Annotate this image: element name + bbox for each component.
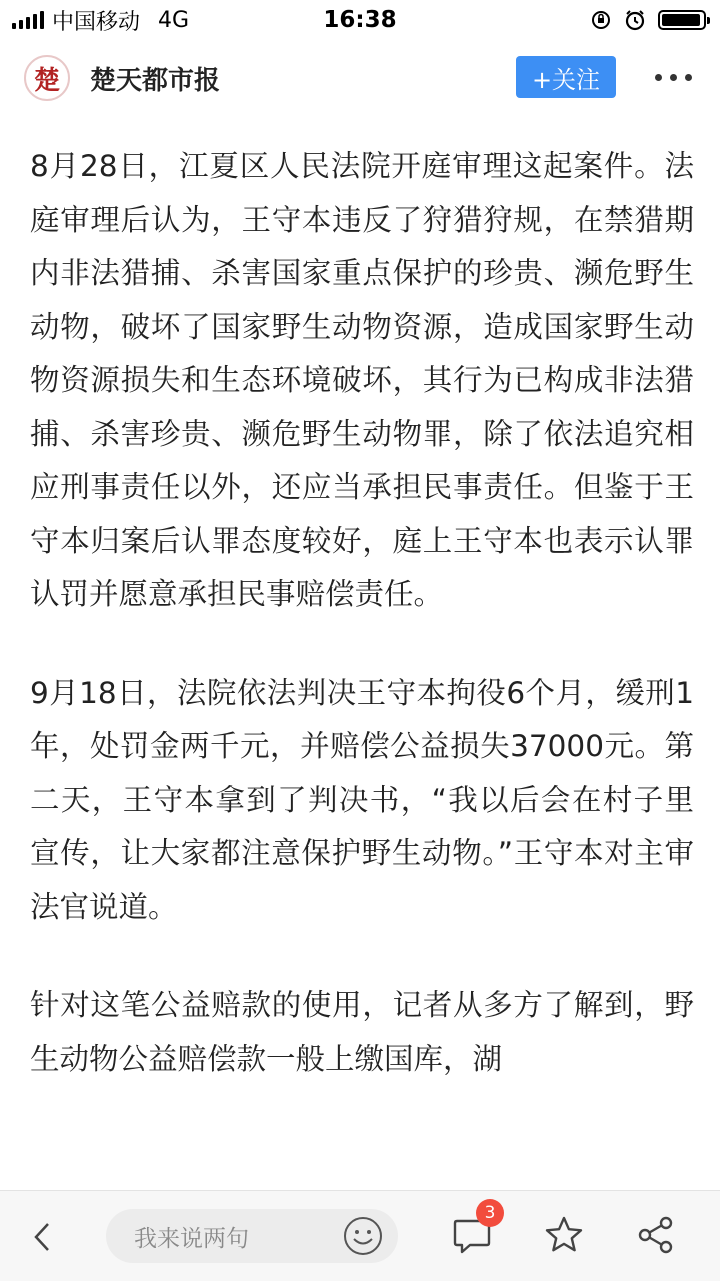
article-header xyxy=(0,40,720,116)
battery-icon xyxy=(658,10,706,30)
comment-placeholder: 我来说两句 xyxy=(134,1225,249,1252)
back-icon[interactable] xyxy=(32,1217,66,1257)
emoji-icon[interactable] xyxy=(342,1215,384,1257)
status-icons xyxy=(590,9,706,31)
signal-strength-icon xyxy=(12,11,44,29)
follow-button[interactable]: +关注 xyxy=(516,56,616,98)
favorite-star-icon[interactable] xyxy=(544,1215,584,1255)
network-type: 4G xyxy=(158,7,190,33)
more-options-icon[interactable] xyxy=(655,62,692,92)
bottom-toolbar xyxy=(0,1190,720,1281)
article-paragraph: 针对这笔公益赔款的使用，记者从多方了解到，野生动物公益赔偿款一般上缴国库，湖 xyxy=(30,988,694,1076)
status-bar xyxy=(0,0,720,40)
article-paragraph: 9月18日，法院依法判决王守本拘役6个月，缓刑1年，处罚金两千元，并赔偿公益损失37000元。第二天，王守本拿到了判决书，“我以后会在村子里宣传，让大家都注意保护野生动物。”王守本对主审法官说道。 xyxy=(30,675,694,924)
status-time: 16:38 xyxy=(323,7,397,33)
comment-input[interactable] xyxy=(106,1209,398,1263)
orientation-lock-icon xyxy=(590,9,612,31)
share-icon[interactable] xyxy=(636,1215,676,1255)
alarm-icon xyxy=(624,9,646,31)
battery-level xyxy=(662,14,700,26)
publisher-logo[interactable]: 楚 xyxy=(24,55,70,101)
comment-count-badge: 3 xyxy=(476,1199,504,1227)
carrier-name: 中国移动 xyxy=(52,9,141,35)
article-paragraph: 8月28日，江夏区人民法院开庭审理这起案件。法庭审理后认为，王守本违反了狩猎狩规，在禁猎期内非法猎捕、杀害国家重点保护的珍贵、濒危野生动物，破坏了国家野生动物资源，造成国家野生动物资源损失和生态环境破坏，其行为已构成非法猎捕、杀害珍贵、濒危野生动物罪，除了依法追究相应刑事责任以外，还应当承担民事责任。但鉴于王守本归案后认罪态度较好，庭上王守本也表示认罪认罚并愿意承担民事赔偿责任。 xyxy=(30,149,694,611)
article-body xyxy=(30,140,694,1131)
publisher-name[interactable]: 楚天都市报 xyxy=(90,65,221,96)
